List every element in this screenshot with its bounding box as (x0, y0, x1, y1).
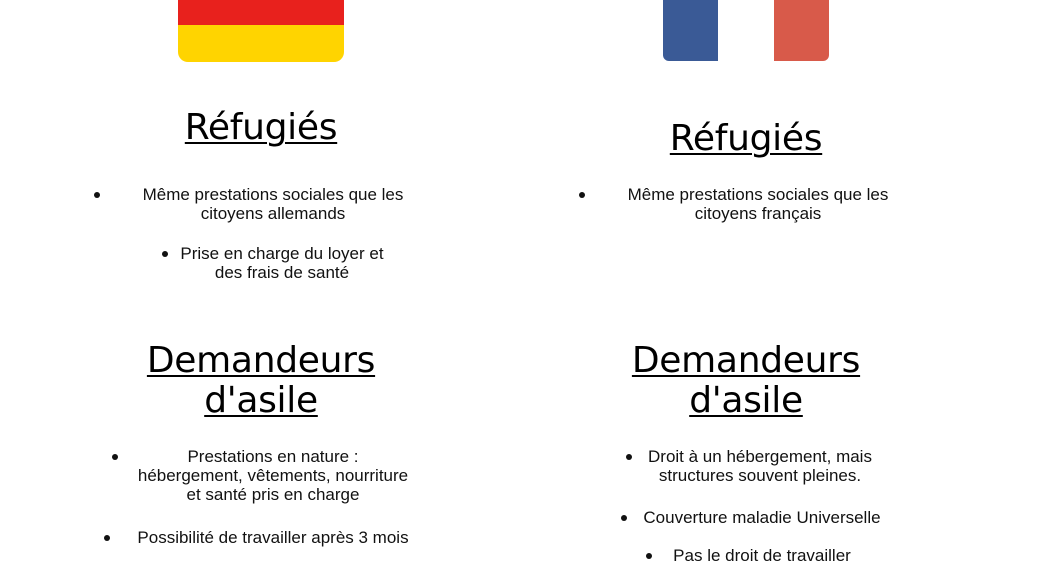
bullet-dot (94, 192, 100, 198)
flag-stripe-red (774, 0, 829, 61)
bullet-dot (112, 454, 118, 460)
left-asylum-title (96, 341, 426, 421)
bullet-dot (621, 515, 627, 521)
left-refugees-item-1 (118, 185, 428, 223)
item-line: Possibilité de travailler après 3 mois (137, 528, 409, 547)
flag-stripe-white (718, 0, 774, 61)
flag-stripe-gold (178, 25, 344, 62)
item-line: citoyens français (694, 204, 822, 223)
item-line: hébergement, vêtements, nourriture (137, 466, 409, 485)
item-line: et santé pris en charge (186, 485, 360, 504)
title-line: d'asile (204, 380, 318, 421)
item-line: Prise en charge du loyer et (180, 244, 384, 263)
left-asylum-item-2 (118, 528, 428, 547)
right-asylum-item-3 (662, 546, 862, 565)
item-line: citoyens allemands (200, 204, 346, 223)
left-refugees-item-2 (172, 244, 392, 282)
bullet-dot (162, 251, 168, 257)
right-asylum-item-1 (640, 447, 880, 485)
flag-stripe-red (178, 0, 344, 25)
bullet-dot (626, 454, 632, 460)
right-asylum-title (581, 341, 911, 421)
germany-flag-icon (178, 0, 344, 62)
item-line: des frais de santé (214, 263, 350, 282)
right-asylum-item-2 (634, 508, 890, 527)
france-flag-icon (663, 0, 829, 61)
item-line: Prestations en nature : (187, 447, 359, 466)
item-line: Couverture maladie Universelle (643, 508, 881, 527)
right-refugees-item-1 (603, 185, 913, 223)
left-refugees-title: Réfugiés (184, 107, 338, 148)
bullet-dot (579, 192, 585, 198)
title-line: d'asile (689, 380, 803, 421)
item-line: Pas le droit de travailler (673, 546, 851, 565)
left-asylum-item-1 (118, 447, 428, 504)
item-line: Droit à un hébergement, mais (648, 447, 872, 466)
item-line: Même prestations sociales que les (627, 185, 889, 204)
item-line: structures souvent pleines. (658, 466, 862, 485)
title-line: Demandeurs (146, 340, 376, 381)
title-line: Demandeurs (631, 340, 861, 381)
bullet-dot (104, 535, 110, 541)
item-line: Même prestations sociales que les (142, 185, 404, 204)
right-refugees-title: Réfugiés (669, 118, 823, 159)
flag-stripe-blue (663, 0, 718, 61)
bullet-dot (646, 553, 652, 559)
